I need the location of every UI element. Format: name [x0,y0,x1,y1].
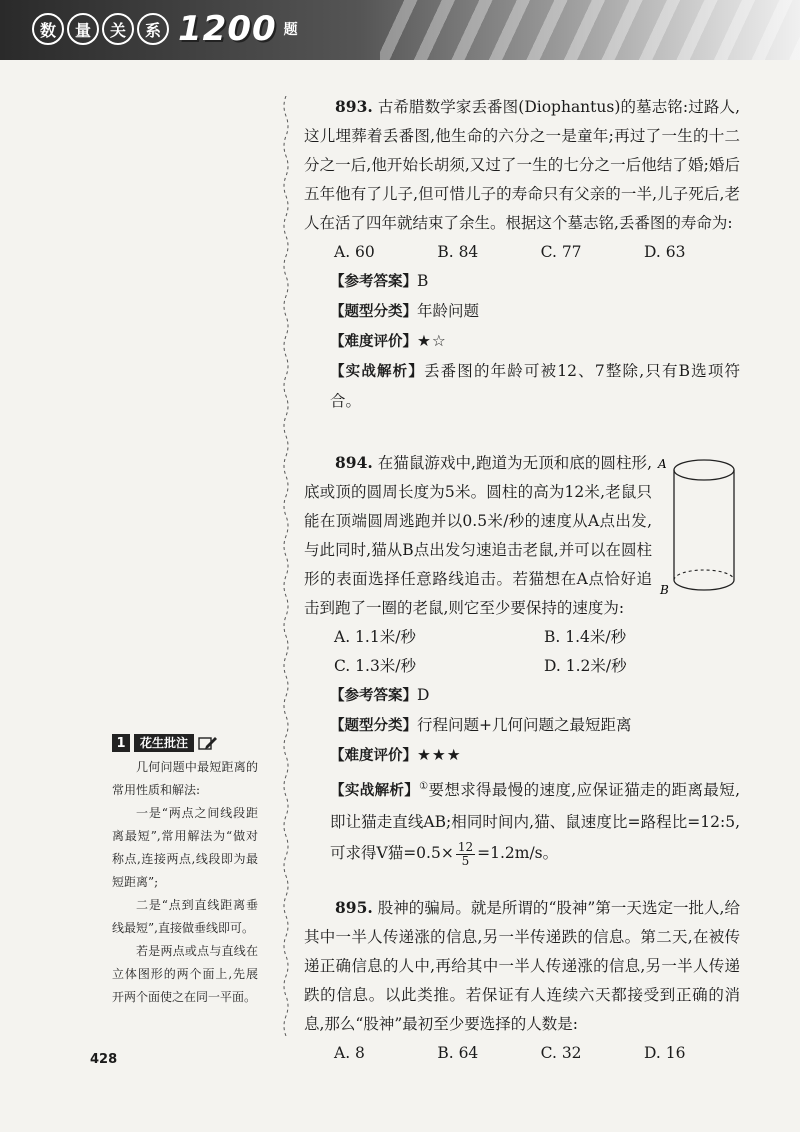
answer-value: D [417,686,430,704]
question-text: 古希腊数学家丢番图(Diophantus)的墓志铭:过路人,这儿埋葬着丢番图,他生命的六分之一是童年;再过了一生的十二分之一后,他开始长胡须,又过了一生的七分之一后他结了婚;婚后五年他有了儿子,但可惜儿子的寿命只有父亲的一半,儿子死后,老人在活了四年就结束了余生。根据这个墓志铭,丢番图的寿命为: [304,98,740,232]
question-895 [304,893,740,1068]
option-b: B. 64 [437,1044,479,1063]
question-text: 股神的骗局。就是所谓的“股神”第一天选定一批人,给其中一半人传递涨的信息,另一半传递跌的信息。第二天,在被传递正确信息的人中,再给其中一半人传递涨的信息,另一半人传递跌的信息。以此类推。若保证有人连续六天都接受到正确的消息,那么“股神”最初至少要选择的人数是: [304,899,740,1034]
title-char: 量 [67,13,99,45]
note-paragraph: 若是两点或点与直线在立体图形的两个面上,先展开两个面使之在同一平面。 [112,944,258,1004]
fraction-denominator: 5 [461,853,470,868]
question-894 [304,448,740,869]
note-title: 花生批注 [134,734,194,752]
question-number: 895. [335,898,373,918]
options [304,1039,740,1068]
side-note [112,734,258,1009]
difficulty-stars: ★☆ [417,332,447,350]
pencil-icon [198,735,218,751]
question-stem [304,893,740,1039]
options [304,238,740,267]
type-line [304,297,740,327]
fraction-numerator: 12 [457,839,474,854]
option-a: A. 1.1米/秒 [334,628,416,646]
type-value: 年龄问题 [417,302,480,320]
answer-line [304,681,740,711]
option-d: D. 16 [643,1044,686,1063]
title-char: 系 [137,13,169,45]
difficulty-label: 【难度评价】 [330,334,417,350]
title-char: 数 [32,13,64,45]
difficulty-label: 【难度评价】 [330,748,417,764]
option-b: B. 84 [437,243,479,261]
option-b: B. 1.4米/秒 [544,628,627,646]
column-divider [280,96,292,1036]
analysis-label: 【实战解析】 [330,783,420,800]
type-label: 【题型分类】 [330,304,417,320]
book-title [32,6,298,52]
note-paragraph: 几何问题中最短距离的常用性质和解法: [112,760,258,797]
question-stem [304,448,652,623]
fraction [456,841,475,868]
figure-label-a: A [658,457,667,471]
analysis-line [304,771,740,869]
title-number: 1200 [178,9,277,49]
type-line [304,711,740,741]
header-stripes [380,0,800,60]
answer-label: 【参考答案】 [330,688,417,704]
option-d: D. 1.2米/秒 [544,657,627,675]
option-a: A. 60 [334,243,375,261]
type-value: 行程问题+几何问题之最短距离 [417,716,632,734]
note-paragraph: 二是“点到直线距离垂线最短”,直接做垂线即可。 [112,898,258,935]
option-d: D. 63 [643,243,686,261]
cylinder-figure [656,452,742,602]
answer-line [304,267,740,297]
analysis-label: 【实战解析】 [330,364,424,380]
note-marker: ① [419,781,429,792]
option-a: A. 8 [334,1044,365,1063]
option-c: C. 77 [540,243,582,261]
answer-label: 【参考答案】 [330,274,417,290]
note-number: 1 [112,734,130,752]
question-number: 893. [335,97,373,116]
figure-label-b: B [660,583,669,597]
note-header [112,734,258,752]
difficulty-stars: ★★★ [417,746,462,764]
type-label: 【题型分类】 [330,718,417,734]
title-suffix: 题 [283,22,298,38]
question-893 [304,92,740,416]
analysis-end: =1.2m/s。 [477,844,559,863]
title-char: 关 [102,13,134,45]
option-c: C. 1.3米/秒 [334,657,417,675]
question-stem [304,92,740,238]
difficulty-line [304,741,740,771]
note-paragraph: 一是“两点之间线段距离最短”,常用解法为“做对称点,连接两点,线段即为最短距离”; [112,806,258,889]
question-number: 894. [335,453,373,472]
analysis-line [304,357,740,416]
option-c: C. 32 [540,1044,582,1063]
analysis-text: 丢番图的年龄可被12、7整除,只有B选项符合。 [330,362,740,410]
main-column [304,92,740,1068]
difficulty-line [304,327,740,357]
options [304,623,740,681]
answer-value: B [417,272,429,290]
question-text: 在猫鼠游戏中,跑道为无顶和底的圆柱形,底或顶的圆周长度为5米。圆柱的高为12米,老鼠只能在顶端圆周逃跑并以0.5米/秒的速度从A点出发,与此同时,猫从B点出发匀速追击老鼠,并可以在圆柱形的表面选择任意路线追击。若猫想在A点恰好追击到跑了一圈的老鼠,则它至少要保持的速度为: [304,454,652,617]
page-number: 428 [90,1052,118,1067]
analysis-text: 要想求得最慢的速度,应保证猫走的距离最短,即让猫走直线AB;相同时间内,猫、鼠速度比=路程比=12:5,可求得V猫=0.5× [330,781,741,863]
